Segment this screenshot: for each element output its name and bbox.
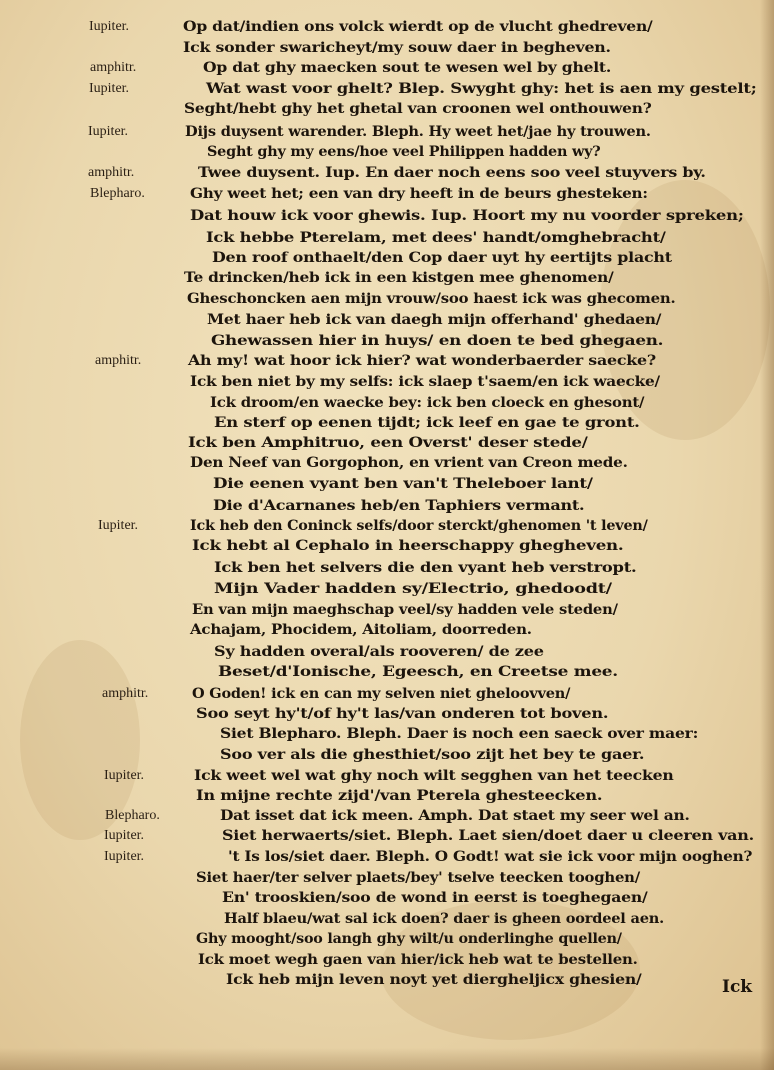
verse-text: Twee duysent. Iup. En daer noch eens soo veel stuyvers by.: [198, 165, 706, 181]
verse-line: [0, 142, 774, 162]
verse-line: [0, 600, 774, 620]
verse-line: [0, 289, 774, 309]
verse-text: Seght ghy my eens/hoe veel Philippen hadden wy?: [207, 144, 601, 160]
verse-text: Beset/d'Ionische, Egeesch, en Creetse mee.: [218, 664, 618, 680]
verse-text: Ick ben niet by my selfs: ick slaep t'saem/en ick waecke/: [190, 374, 660, 390]
speaker-name: Blepharo.: [90, 186, 145, 201]
verse-line: [0, 163, 774, 183]
verse-line: [0, 331, 774, 351]
verse-text: Die eenen vyant ben van't Theleboer lant/: [213, 476, 593, 492]
verse-line: [0, 704, 774, 724]
verse-line: [0, 806, 774, 826]
verse-line: [0, 372, 774, 392]
verse-line: [0, 268, 774, 288]
verse-line: [0, 58, 774, 78]
verse-text: Den Neef van Gorgophon, en vrient van Creon mede.: [190, 455, 628, 471]
verse-text: Ick heb mijn leven noyt yet diergheljicx ghesien/: [226, 972, 642, 988]
verse-line: [0, 79, 774, 99]
verse-text: Ick hebt al Cephalo in heerschappy ghegheven.: [192, 538, 624, 554]
speaker-name: amphitr.: [102, 686, 149, 701]
verse-line: [0, 642, 774, 662]
verse-text: Op dat/indien ons volck wierdt op de vlucht ghedreven/: [183, 19, 653, 35]
verse-text: Siet haer/ter selver plaets/bey' tselve teecken tooghen/: [196, 870, 640, 886]
verse-text: Siet herwaerts/siet. Bleph. Laet sien/doet daer u cleeren van.: [222, 828, 754, 844]
verse-text: En' trooskien/soo de wond in eerst is toeghegaen/: [222, 890, 648, 906]
verse-text: Ghewassen hier in huys/ en doen te bed ghegaen.: [211, 333, 664, 349]
verse-line: [0, 970, 774, 990]
verse-text: Ick moet wegh gaen van hier/ick heb wat te bestellen.: [198, 952, 638, 968]
verse-line: [0, 228, 774, 248]
speaker-name: Iupiter.: [104, 849, 145, 864]
verse-text: Seght/hebt ghy het ghetal van croonen wel onthouwen?: [184, 101, 652, 117]
verse-text: Ick sonder swaricheyt/my souw daer in begheven.: [183, 40, 611, 56]
verse-line: [0, 558, 774, 578]
verse-text: Mijn Vader hadden sy/Electrio, ghedoodt/: [214, 581, 612, 597]
verse-text: Te drincken/heb ick in een kistgen mee ghenomen/: [184, 270, 614, 286]
verse-text: Ick ben het selvers die den vyant heb verstropt.: [214, 560, 637, 576]
speaker-name: amphitr.: [88, 165, 135, 180]
verse-text: Den roof onthaelt/den Cop daer uyt hy eertijts placht: [212, 250, 672, 266]
page-bottom-shadow: [0, 1048, 774, 1070]
verse-text: Met haer heb ick van daegh mijn offerhand' ghedaen/: [207, 312, 662, 328]
catchword: Ick: [722, 977, 753, 997]
verse-text: Ghy weet het; een van dry heeft in de beurs ghesteken:: [190, 186, 648, 202]
verse-text: Ick hebbe Pterelam, met dees' handt/omghebracht/: [206, 230, 666, 246]
verse-line: [0, 909, 774, 929]
verse-line: [0, 184, 774, 204]
verse-text: Wat wast voor ghelt? Blep. Swyght ghy: het is aen my gestelt;: [206, 81, 757, 97]
speaker-name: Iupiter.: [89, 81, 130, 96]
verse-text: Gheschoncken aen mijn vrouw/soo haest ick was ghecomen.: [187, 291, 676, 307]
verse-text: 't Is los/siet daer. Bleph. O Godt! wat sie ick voor mijn ooghen?: [228, 849, 753, 865]
verse-text: Half blaeu/wat sal ick doen? daer is gheen oordeel aen.: [224, 911, 665, 927]
verse-text: Dijs duysent warender. Bleph. Hy weet het/jae hy trouwen.: [185, 124, 651, 140]
verse-line: [0, 536, 774, 556]
verse-line: [0, 826, 774, 846]
verse-line: [0, 724, 774, 744]
verse-line: [0, 474, 774, 494]
verse-line: [0, 847, 774, 867]
verse-text: Siet Blepharo. Bleph. Daer is noch een saeck over maer:: [220, 726, 699, 742]
verse-line: [0, 496, 774, 516]
verse-text: Ick heb den Coninck selfs/door sterckt/ghenomen 't leven/: [190, 518, 648, 534]
verse-text: En van mijn maeghschap veel/sy hadden vele steden/: [192, 602, 618, 618]
verse-line: [0, 662, 774, 682]
verse-line: [0, 248, 774, 268]
verse-text: Soo ver als die ghesthiet/soo zijt het bey te gaer.: [220, 747, 645, 763]
verse-line: [0, 433, 774, 453]
verse-line: [0, 310, 774, 330]
verse-line: [0, 516, 774, 536]
verse-text: O Goden! ick en can my selven niet gheloovven/: [192, 686, 571, 702]
verse-text: Ick weet wel wat ghy noch wilt segghen van het teecken: [194, 768, 674, 784]
verse-text: Ick droom/en waecke bey: ick ben cloeck en ghesont/: [210, 395, 645, 411]
verse-text: Die d'Acarnanes heb/en Taphiers vermant.: [213, 498, 585, 514]
verse-line: [0, 950, 774, 970]
verse-line: [0, 453, 774, 473]
verse-text: En sterf op eenen tijdt; ick leef en gae te gront.: [214, 415, 640, 431]
verse-line: [0, 122, 774, 142]
verse-line: [0, 99, 774, 119]
verse-text: Ah my! wat hoor ick hier? wat wonderbaerder saecke?: [188, 353, 656, 369]
verse-text: Achajam, Phocidem, Aitoliam, doorreden.: [190, 622, 532, 638]
verse-text: Dat houw ick voor ghewis. Iup. Hoort my nu voorder spreken;: [190, 208, 744, 224]
verse-line: [0, 868, 774, 888]
verse-line: [0, 38, 774, 58]
verse-line: [0, 620, 774, 640]
verse-line: [0, 786, 774, 806]
speaker-name: Iupiter.: [89, 19, 130, 34]
verse-text: Op dat ghy maecken sout te wesen wel by ghelt.: [203, 60, 612, 76]
verse-line: [0, 206, 774, 226]
verse-line: [0, 579, 774, 599]
verse-line: [0, 745, 774, 765]
verse-line: [0, 684, 774, 704]
speaker-name: Iupiter.: [104, 828, 145, 843]
verse-text: In mijne rechte zijd'/van Pterela ghesteecken.: [196, 788, 603, 804]
verse-line: [0, 17, 774, 37]
verse-line: [0, 413, 774, 433]
verse-text: Dat isset dat ick meen. Amph. Dat staet my seer wel an.: [220, 808, 690, 824]
verse-line: [0, 351, 774, 371]
verse-text: Ghy mooght/soo langh ghy wilt/u onderlinghe quellen/: [196, 931, 622, 947]
verse-line: [0, 929, 774, 949]
speaker-name: Blepharo.: [105, 808, 160, 823]
verse-line: [0, 888, 774, 908]
verse-line: [0, 766, 774, 786]
speaker-name: amphitr.: [90, 60, 137, 75]
speaker-name: Iupiter.: [88, 124, 129, 139]
speaker-name: Iupiter.: [98, 518, 139, 533]
speaker-name: amphitr.: [95, 353, 142, 368]
verse-text: Sy hadden overal/als rooveren/ de zee: [214, 644, 544, 660]
verse-text: Soo seyt hy't/of hy't las/van onderen tot boven.: [196, 706, 609, 722]
verse-line: [0, 393, 774, 413]
speaker-name: Iupiter.: [104, 768, 145, 783]
verse-text: Ick ben Amphitruo, een Overst' deser stede/: [188, 435, 588, 451]
